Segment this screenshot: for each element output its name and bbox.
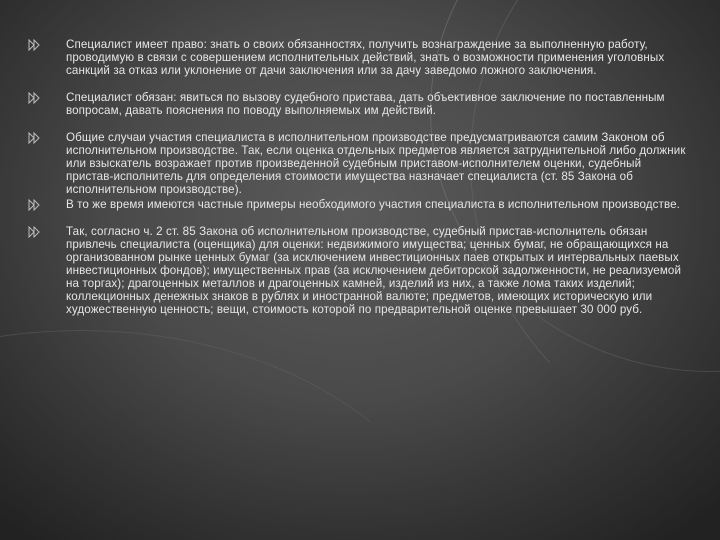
- arrow-bullet-icon: [28, 92, 42, 104]
- bullet-list: [28, 38, 688, 330]
- arrow-bullet-icon: [28, 226, 42, 238]
- bullet-item: [28, 38, 688, 77]
- bullet-text: Специалист имеет право: знать о своих обязанностях, получить вознаграждение за выполненную работу, проводимую в связи с совершением исполнительных действий, знать о возможности применения уголовных санкций за отказ или уклонение от дачи заключения или за дачу заведомо ложного заключения.: [66, 38, 665, 77]
- bullet-item: [28, 225, 688, 316]
- arrow-bullet-icon: [28, 39, 42, 51]
- bullet-item: [28, 131, 688, 196]
- bullet-text: В то же время имеются частные примеры необходимого участия специалиста в исполнительном производстве.: [66, 198, 680, 211]
- bullet-item: [28, 91, 688, 117]
- bullet-text: Общие случаи участия специалиста в исполнительном производстве предусматриваются самим Законом об исполнительном производстве. Так, если оценка отдельных предметов является затруднительной либо должник или взыскатель возражает против произведенной судебным приставом-исполнителем оценки, судебный пристав-исполнитель для определения стоимости имущества назначает специалиста (ст. 85 Закона об исполнительном производстве).: [66, 131, 686, 196]
- bullet-item: [28, 198, 688, 211]
- arrow-bullet-icon: [28, 132, 42, 144]
- bullet-text: Специалист обязан: явиться по вызову судебного пристава, дать объективное заключение по поставленным вопросам, давать пояснения по поводу выполняемых им действий.: [66, 91, 665, 117]
- bullet-text: Так, согласно ч. 2 ст. 85 Закона об исполнительном производстве, судебный пристав-исполнитель обязан привлечь специалиста (оценщика) для оценки: недвижимого имущества; ценных бумаг, не обращающихся на организованном рынке ценных бумаг (за исключением инвестиционных паев открытых и интервальных паевых инвестиционных фондов); имущественных прав (за исключением дебиторской задолженности, не реализуемой на торгах); драгоценных металлов и драгоценных камней, изделий из них, а также лома таких изделий; коллекционных денежных знаков в рублях и иностранной валюте; предметов, имеющих историческую или художественную ценность; вещи, стоимость которой по предварительной оценке превышает 30 000 руб.: [66, 225, 682, 316]
- arrow-bullet-icon: [28, 199, 42, 211]
